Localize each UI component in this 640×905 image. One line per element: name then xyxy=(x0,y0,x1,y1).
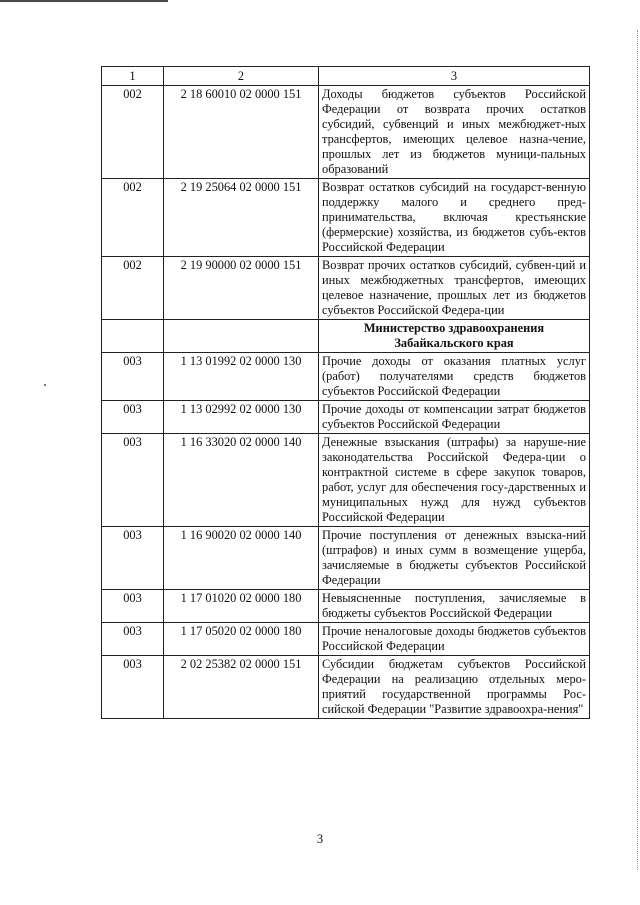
scan-edge-mark xyxy=(636,30,638,870)
revenue-code-cell xyxy=(164,320,319,353)
revenue-codes-table xyxy=(101,66,590,719)
description-cell: Доходы бюджетов субъектов Российской Федерации от возврата прочих остатков субсидий, субвенций и иных межбюджет-ных трансфертов, имеющих целевое назна-чение, прошлых лет из бюджетов муници-пальных образований xyxy=(319,86,590,179)
admin-code-cell: 002 xyxy=(102,257,164,320)
admin-code-cell: 003 xyxy=(102,401,164,434)
description-cell: Денежные взыскания (штрафы) за наруше-ние законодательства Российской Федера-ции о контрактной системе в сфере закупок товаров, работ, услуг для обеспечения госу-дарственных и муниципальных нужд для нужд субъектов Российской Федерации xyxy=(319,434,590,527)
table-row xyxy=(102,86,590,179)
table-row xyxy=(102,179,590,257)
table-row xyxy=(102,257,590,320)
revenue-code-cell: 1 17 05020 02 0000 180 xyxy=(164,623,319,656)
table-row xyxy=(102,623,590,656)
admin-code-cell: 003 xyxy=(102,353,164,401)
description-cell: Невыясненные поступления, зачисляемые в бюджеты субъектов Российской Федерации xyxy=(319,590,590,623)
table-header-row xyxy=(102,67,590,86)
description-cell: Прочие поступления от денежных взыска-ний (штрафов) и иных сумм в возмещение ущерба, зачисляемые в бюджеты субъектов Российской Федерации xyxy=(319,527,590,590)
admin-code-cell: 003 xyxy=(102,623,164,656)
description-cell: Возврат остатков субсидий на государст-венную поддержку малого и среднего пред-принимательства, включая крестьянские (фермерские) хозяйства, из бюджетов субъ-ектов Российской Федерации xyxy=(319,179,590,257)
description-cell: Прочие доходы от оказания платных услуг (работ) получателями средств бюджетов субъектов Российской Федерации xyxy=(319,353,590,401)
revenue-code-cell: 1 13 02992 02 0000 130 xyxy=(164,401,319,434)
revenue-code-cell: 2 19 25064 02 0000 151 xyxy=(164,179,319,257)
section-title-cell: Министерство здравоохранения Забайкальского края xyxy=(319,320,590,353)
page-number: 3 xyxy=(316,832,324,846)
admin-code-cell: 003 xyxy=(102,527,164,590)
revenue-code-cell: 2 19 90000 02 0000 151 xyxy=(164,257,319,320)
admin-code-cell: 002 xyxy=(102,86,164,179)
description-cell: Прочие неналоговые доходы бюджетов субъектов Российской Федерации xyxy=(319,623,590,656)
column-header-1: 1 xyxy=(102,67,164,86)
table-row xyxy=(102,656,590,719)
description-cell: Прочие доходы от компенсации затрат бюджетов субъектов Российской Федерации xyxy=(319,401,590,434)
table-row xyxy=(102,590,590,623)
scan-dot xyxy=(44,384,46,386)
admin-code-cell: 003 xyxy=(102,656,164,719)
revenue-code-cell: 1 16 33020 02 0000 140 xyxy=(164,434,319,527)
table-row xyxy=(102,434,590,527)
admin-code-cell: 003 xyxy=(102,590,164,623)
section-header-row xyxy=(102,320,590,353)
admin-code-cell xyxy=(102,320,164,353)
description-cell: Возврат прочих остатков субсидий, субвен-ций и иных межбюджетных трансфертов, имеющих целевое назначение, прошлых лет из бюджетов субъектов Российской Федера-ции xyxy=(319,257,590,320)
table-row xyxy=(102,527,590,590)
revenue-code-cell: 1 17 01020 02 0000 180 xyxy=(164,590,319,623)
revenue-code-cell: 2 02 25382 02 0000 151 xyxy=(164,656,319,719)
table-row xyxy=(102,401,590,434)
revenue-code-cell: 1 16 90020 02 0000 140 xyxy=(164,527,319,590)
table-row xyxy=(102,353,590,401)
revenue-code-cell: 1 13 01992 02 0000 130 xyxy=(164,353,319,401)
table-body xyxy=(102,86,590,719)
admin-code-cell: 003 xyxy=(102,434,164,527)
description-cell: Субсидии бюджетам субъектов Российской Федерации на реализацию отдельных меро-приятий государственной программы Рос-сийской Федерации "Развитие здравоохра-нения" xyxy=(319,656,590,719)
column-header-3: 3 xyxy=(319,67,590,86)
admin-code-cell: 002 xyxy=(102,179,164,257)
top-rule xyxy=(0,0,168,2)
column-header-2: 2 xyxy=(164,67,319,86)
revenue-code-cell: 2 18 60010 02 0000 151 xyxy=(164,86,319,179)
